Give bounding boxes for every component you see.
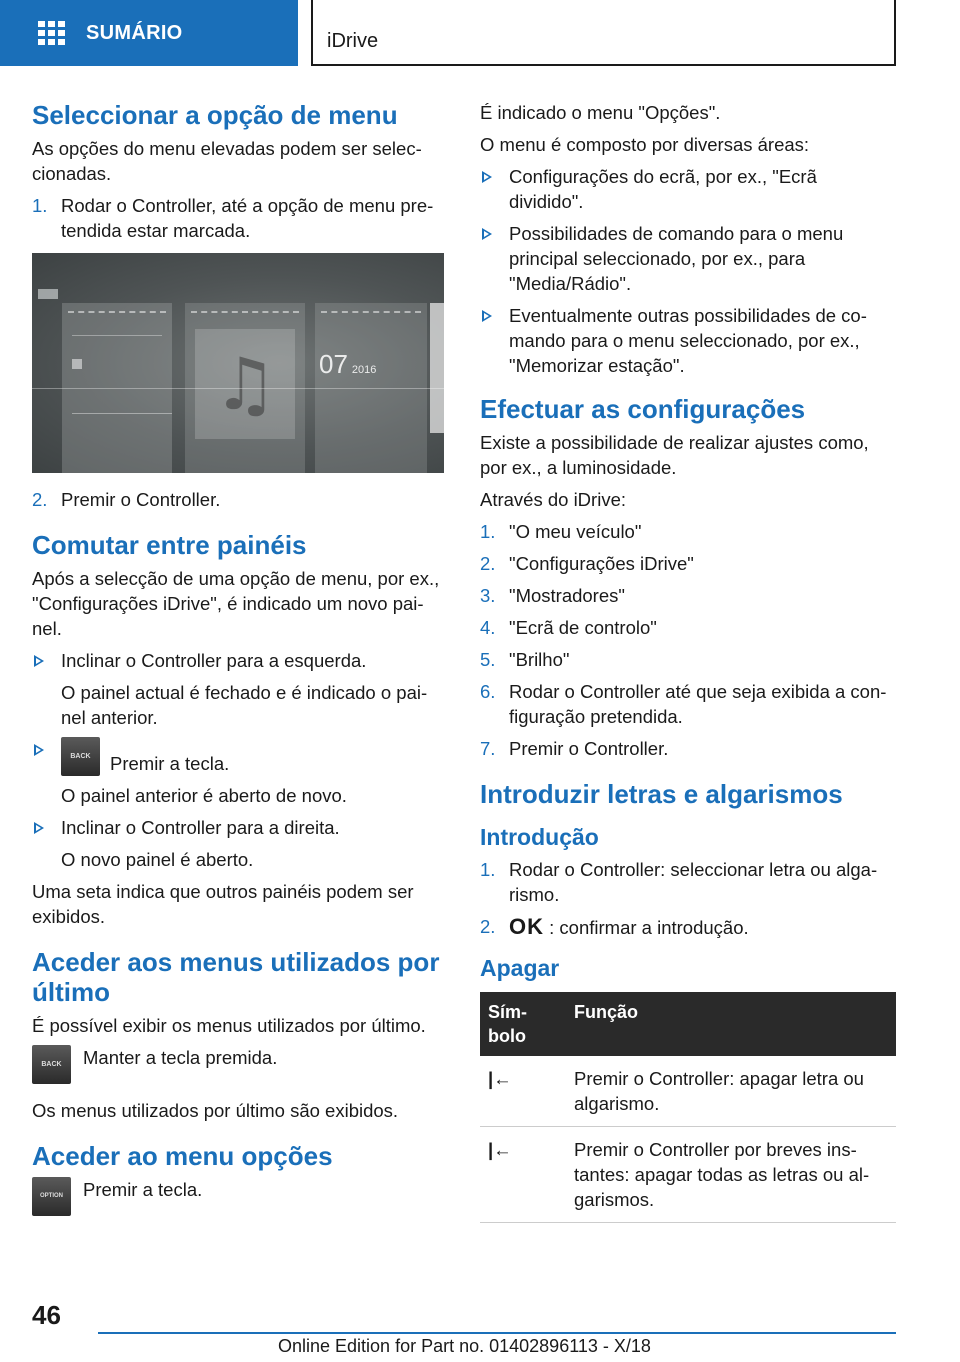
bullet-item: Possibilidades de comando para o menu principal seleccionado, por ex., para "Media/Rádio".: [480, 221, 896, 296]
heading-settings: Efectuar as configurações: [480, 394, 806, 424]
table-cell: Premir o Controller: apagar letra ou algarismo.: [566, 1056, 896, 1127]
list-item: 6. Rodar o Controller até que seja exibida a con-figuração pretendida.: [480, 681, 887, 727]
bullet-item: Eventualmente outras possibilidades de co-mando para o menu seleccionado, por ex., "Memorizar estação".: [480, 303, 896, 378]
delete-icon: |←: [480, 1127, 566, 1223]
edition-text: Online Edition for Part no. 01402896113 - X/18: [278, 1336, 651, 1356]
music-note-icon: ♫: [195, 329, 295, 439]
paragraph: O menu é composto por diversas áreas:: [480, 134, 810, 155]
next-panel-edge: [430, 303, 444, 433]
paragraph: As opções do menu elevadas podem ser selec-cionadas.: [32, 138, 422, 184]
list-item: 1. Rodar o Controller, até a opção de menu pre-tendida estar marcada.: [32, 195, 434, 241]
triangle-bullet-icon: [482, 228, 492, 240]
subheading-input: Introdução: [480, 824, 599, 850]
grid-icon: [38, 21, 66, 45]
symbol-table: [480, 992, 896, 1223]
paragraph: É indicado o menu "Opções".: [480, 102, 721, 123]
list-item: 4. "Ecrã de controlo": [480, 617, 657, 638]
bullet-item: Inclinar o Controller para a esquerda.: [32, 648, 444, 673]
list-item: 5. "Brilho": [480, 649, 570, 670]
table-header-function: Função: [566, 992, 896, 1056]
paragraph: Após a selecção de uma opção de menu, por ex., "Configurações iDrive", é indicado um novo pai-nel.: [32, 568, 440, 639]
table-row: [480, 1056, 896, 1127]
summary-button[interactable]: [0, 0, 298, 66]
list-item: 2. Premir o Controller.: [32, 489, 221, 510]
key-instruction: OPTION Premir a tecla.: [32, 1177, 444, 1216]
list-item: 1. Rodar o Controller: seleccionar letra ou alga-rismo.: [480, 859, 878, 905]
bullet-subtext: O painel anterior é aberto de novo.: [61, 785, 347, 806]
paragraph: Através do iDrive:: [480, 489, 626, 510]
bullet-subtext: O painel actual é fechado e é indicado o pai-nel anterior.: [61, 682, 428, 728]
list-item: 7. Premir o Controller.: [480, 738, 669, 759]
table-row: [480, 1127, 896, 1223]
list-item: 2. "Configurações iDrive": [480, 553, 694, 574]
heading-options-menu: Aceder ao menu opções: [32, 1141, 333, 1171]
section-header: [311, 0, 896, 66]
heading-select-menu-option: Seleccionar a opção de menu: [32, 100, 398, 130]
right-column: [480, 100, 896, 1223]
list-item: 1. "O meu veículo": [480, 521, 642, 542]
bullet-item: Configurações do ecrã, por ex., "Ecrã dividido".: [480, 164, 896, 214]
option-key-icon: OPTION: [32, 1177, 71, 1216]
bullet-item: Inclinar o Controller para a direita.: [32, 815, 444, 840]
bullet-item: BACK Premir a tecla.: [32, 737, 444, 776]
key-instruction: BACK Manter a tecla premida.: [32, 1045, 444, 1084]
triangle-bullet-icon: [482, 171, 492, 183]
heading-letters-numbers: Introduzir letras e algarismos: [480, 779, 843, 809]
fuel-icon: [72, 359, 82, 369]
page-number: 46: [32, 1300, 61, 1330]
bullet-subtext: O novo painel é aberto.: [61, 849, 254, 870]
delete-icon: |←: [480, 1056, 566, 1127]
triangle-bullet-icon: [482, 310, 492, 322]
section-title: iDrive: [327, 30, 379, 52]
left-column: [32, 100, 444, 1230]
triangle-bullet-icon: [34, 655, 44, 667]
back-key-icon: BACK: [61, 737, 100, 776]
triangle-bullet-icon: [34, 822, 44, 834]
subheading-delete: Apagar: [480, 955, 560, 981]
list-item: 2. OK : confirmar a introdução.: [480, 914, 749, 939]
paragraph: Os menus utilizados por último são exibidos.: [32, 1100, 399, 1121]
triangle-bullet-icon: [34, 744, 44, 756]
footer-divider: [98, 1332, 896, 1334]
paragraph: Existe a possibilidade de realizar ajustes como, por ex., a luminosidade.: [480, 432, 869, 478]
summary-label: SUMÁRIO: [86, 21, 183, 44]
heading-last-used-menus: Aceder aos menus utilizados por último: [32, 947, 440, 1007]
back-key-icon: BACK: [32, 1045, 71, 1084]
date-display: 07 2016: [319, 349, 377, 379]
ok-icon: OK: [509, 914, 544, 939]
heading-switch-panels: Comutar entre painéis: [32, 530, 307, 560]
divider: [32, 388, 444, 389]
table-cell: Premir o Controller por breves ins-tantes: apagar todas as letras ou al-garismos.: [566, 1127, 896, 1223]
list-item: 3. "Mostradores": [480, 585, 625, 606]
table-header-symbol: Sím-bolo: [480, 992, 566, 1056]
paragraph: Uma seta indica que outros painéis podem ser exibidos.: [32, 881, 414, 927]
idrive-screen-image: [32, 253, 444, 473]
split-screen-icon: [38, 289, 58, 299]
paragraph: É possível exibir os menus utilizados por último.: [32, 1015, 426, 1036]
